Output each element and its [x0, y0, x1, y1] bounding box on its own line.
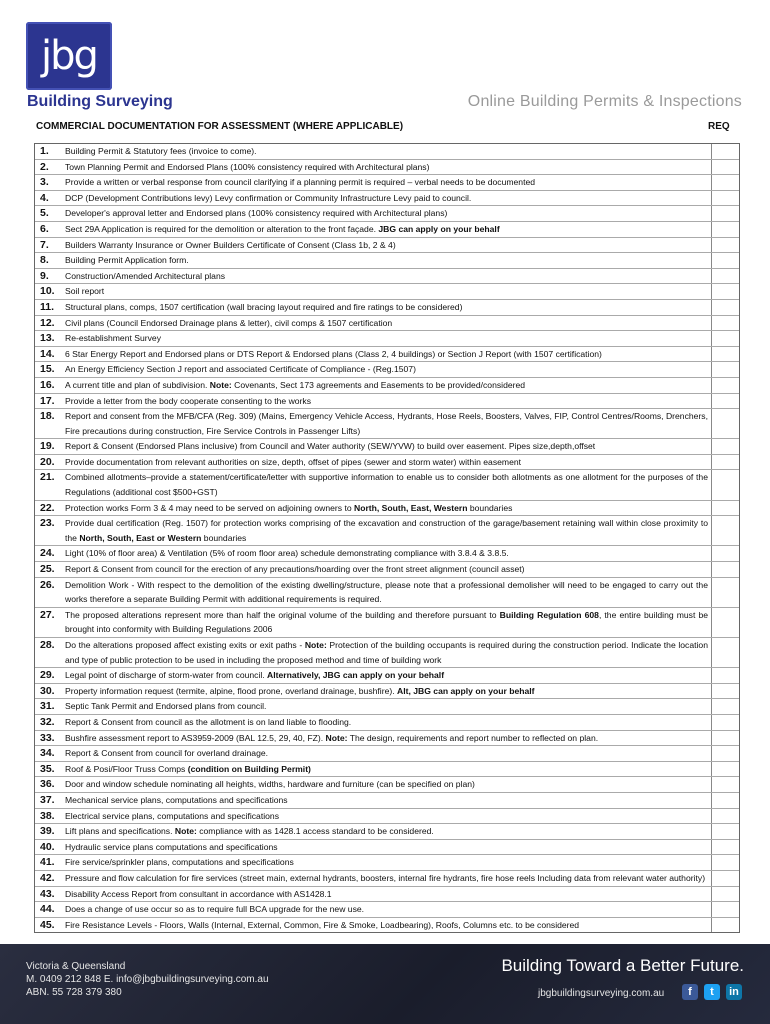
- req-checkbox[interactable]: [712, 638, 739, 667]
- item-number: 1.: [40, 145, 49, 157]
- item-text: Demolition Work - With respect to the demolition of the existing dwelling/structure, please note that a professional demolisher will need to be engaged to carry out the works therefore a separate Building Permit with additional requirements is required.: [63, 578, 712, 607]
- item-number: 33.: [40, 731, 55, 744]
- checklist-row: [35, 316, 739, 332]
- item-text: Protection works Form 3 & 4 may need to be served on adjoining owners to North, South, East, Western boundaries: [63, 501, 712, 516]
- checklist-row: [35, 578, 739, 608]
- checklist-row: [35, 144, 739, 160]
- item-number: 44.: [40, 903, 55, 916]
- item-text: Lift plans and specifications. Note: compliance with as 1428.1 access standard to be considered.: [63, 824, 712, 839]
- item-text: 6 Star Energy Report and Endorsed plans or DTS Report & Endorsed plans (Class 2, 4 buildings) or Section J Report (with 1507 certification): [63, 347, 712, 362]
- req-checkbox[interactable]: [712, 824, 739, 839]
- item-text: Legal point of discharge of storm-water from council. Alternatively, JBG can apply on your behalf: [63, 668, 712, 683]
- footer-region: Victoria & Queensland: [26, 961, 126, 972]
- req-checkbox[interactable]: [712, 777, 739, 792]
- item-number: 26.: [40, 578, 55, 591]
- req-checkbox[interactable]: [712, 546, 739, 561]
- req-checkbox[interactable]: [712, 902, 739, 917]
- item-number: 28.: [40, 639, 55, 651]
- checklist-row: [35, 699, 739, 715]
- item-number: 17.: [40, 394, 55, 407]
- checklist-row: [35, 684, 739, 700]
- brand-name: Building Surveying: [27, 93, 173, 110]
- req-checkbox[interactable]: [712, 455, 739, 470]
- checklist-row: [35, 238, 739, 254]
- item-text: Building Permit Application form.: [63, 253, 712, 268]
- tagline: Online Building Permits & Inspections: [467, 93, 742, 110]
- item-number: 27.: [40, 608, 55, 621]
- item-text: Bushfire assessment report to AS3959-2009 (BAL 12.5, 29, 40, FZ). Note: The design, requirements and report number to reflected on plan.: [63, 731, 712, 746]
- footer-abn: ABN. 55 728 379 380: [26, 987, 122, 998]
- req-checkbox[interactable]: [712, 331, 739, 346]
- item-number: 32.: [40, 715, 55, 728]
- checklist-row: [35, 668, 739, 684]
- checklist-row: [35, 253, 739, 269]
- item-text: Report & Consent from council for the erection of any precautions/hoarding over the front street alignment (council asset): [63, 562, 712, 577]
- checklist-row: [35, 394, 739, 410]
- req-checkbox[interactable]: [712, 409, 739, 438]
- checklist-row: [35, 918, 739, 933]
- checklist-row: [35, 731, 739, 747]
- req-checkbox[interactable]: [712, 793, 739, 808]
- checklist-row: [35, 160, 739, 176]
- item-text: Does a change of use occur so as to require full BCA upgrade for the new use.: [63, 902, 712, 917]
- req-checkbox[interactable]: [712, 871, 739, 886]
- checklist-row: [35, 902, 739, 918]
- req-checkbox[interactable]: [712, 347, 739, 362]
- item-text: Building Permit & Statutory fees (invoice to come).: [63, 144, 712, 159]
- item-number: 25.: [40, 563, 55, 576]
- item-number: 14.: [40, 347, 55, 360]
- req-checkbox[interactable]: [712, 608, 739, 637]
- checklist-row: [35, 347, 739, 363]
- req-checkbox[interactable]: [712, 175, 739, 190]
- item-text: Hydraulic service plans computations and specifications: [63, 840, 712, 855]
- checklist-row: [35, 331, 739, 347]
- item-number: 11.: [40, 300, 55, 313]
- item-number: 2.: [40, 160, 49, 173]
- item-number: 12.: [40, 316, 55, 329]
- checklist-row: [35, 191, 739, 207]
- item-text: Builders Warranty Insurance or Owner Builders Certificate of Consent (Class 1b, 2 & 4): [63, 238, 712, 253]
- checklist-row: [35, 546, 739, 562]
- req-checkbox[interactable]: [712, 684, 739, 699]
- req-checkbox[interactable]: [712, 439, 739, 454]
- item-number: 19.: [40, 440, 55, 453]
- item-number: 29.: [40, 669, 55, 682]
- item-number: 15.: [40, 363, 55, 376]
- checklist-row: [35, 840, 739, 856]
- item-text: Property information request (termite, alpine, flood prone, overland drainage, bushfire). Alt, JBG can apply on your behalf: [63, 684, 712, 699]
- item-text: Sect 29A Application is required for the demolition or alteration to the front façade. JBG can apply on your behalf: [63, 222, 712, 237]
- linkedin-icon[interactable]: in: [726, 984, 742, 1000]
- item-text: Report & Consent (Endorsed Plans inclusive) from Council and Water authority (SEW/YVW) to build over easement. Pipes size,depth,offset: [63, 439, 712, 454]
- checklist-row: [35, 638, 739, 668]
- item-text: Provide dual certification (Reg. 1507) for protection works comprising of the excavation and construction of the garage/basement retaining wall within close proximity to the North, South, East or Western boundaries: [63, 516, 712, 545]
- req-checkbox[interactable]: [712, 746, 739, 761]
- item-number: 10.: [40, 285, 55, 298]
- checklist-row: [35, 470, 739, 500]
- checklist-row: [35, 777, 739, 793]
- item-number: 18.: [40, 410, 55, 423]
- req-checkbox[interactable]: [712, 715, 739, 730]
- checklist-row: [35, 362, 739, 378]
- item-number: 21.: [40, 471, 55, 484]
- item-text: Electrical service plans, computations and specifications: [63, 809, 712, 824]
- item-text: Septic Tank Permit and Endorsed plans from council.: [63, 699, 712, 714]
- item-text: An Energy Efficiency Section J report and associated Certificate of Compliance - (Reg.1507): [63, 362, 712, 377]
- req-checkbox[interactable]: [712, 470, 739, 499]
- req-checkbox[interactable]: [712, 840, 739, 855]
- checklist-row: [35, 562, 739, 578]
- item-number: 7.: [40, 238, 49, 251]
- item-number: 22.: [40, 501, 55, 514]
- checklist-row: [35, 516, 739, 546]
- item-number: 6.: [40, 222, 49, 235]
- item-number: 31.: [40, 700, 55, 713]
- req-checkbox[interactable]: [712, 699, 739, 714]
- footer-website-link[interactable]: jbgbuildingsurveying.com.au: [538, 988, 665, 999]
- req-checkbox[interactable]: [712, 269, 739, 284]
- req-checkbox[interactable]: [712, 362, 739, 377]
- req-checkbox[interactable]: [712, 206, 739, 221]
- req-checkbox[interactable]: [712, 191, 739, 206]
- item-text: Disability Access Report from consultant in accordance with AS1428.1: [63, 887, 712, 902]
- checklist-row: [35, 175, 739, 191]
- item-text: Civil plans (Council Endorsed Drainage plans & letter), civil comps & 1507 certification: [63, 316, 712, 331]
- req-checkbox[interactable]: [712, 562, 739, 577]
- checklist-row: [35, 824, 739, 840]
- checklist-row: [35, 284, 739, 300]
- checklist-row: [35, 793, 739, 809]
- checklist-row: [35, 378, 739, 394]
- req-checkbox[interactable]: [712, 253, 739, 268]
- checklist-row: [35, 300, 739, 316]
- twitter-icon[interactable]: t: [704, 984, 720, 1000]
- item-text: Combined allotments–provide a statement/certificate/letter with supportive information to enable us to consider both allotments as one allotment for the purposes of the Regulations (additional cost $500+GST): [63, 470, 712, 499]
- item-number: 23.: [40, 517, 55, 530]
- req-checkbox[interactable]: [712, 300, 739, 315]
- item-number: 5.: [40, 207, 49, 220]
- item-text: Provide a written or verbal response from council clarifying if a planning permit is required – verbal needs to be documented: [63, 175, 712, 190]
- item-text: DCP (Development Contributions levy) Levy confirmation or Community Infrastructure Levy paid to council.: [63, 191, 712, 206]
- checklist-row: [35, 409, 739, 439]
- item-text: Soil report: [63, 284, 712, 299]
- item-text: Construction/Amended Architectural plans: [63, 269, 712, 284]
- checklist-row: [35, 762, 739, 778]
- item-text: Structural plans, comps, 1507 certification (wall bracing layout required and fire ratings to be considered): [63, 300, 712, 315]
- req-checkbox[interactable]: [712, 855, 739, 870]
- item-text: Do the alterations proposed affect existing exits or exit paths - Note: Protection of the building occupants is required during the construction period. Indicate the location and type of public protection to be used in including the proposed method and time of building work: [63, 638, 712, 667]
- item-text: Provide a letter from the body cooperate consenting to the works: [63, 394, 712, 409]
- req-checkbox[interactable]: [712, 222, 739, 237]
- item-text: Provide documentation from relevant authorities on size, depth, offset of pipes (sewer and storm water) within easement: [63, 455, 712, 470]
- req-checkbox[interactable]: [712, 394, 739, 409]
- item-number: 20.: [40, 455, 55, 468]
- checklist-row: [35, 809, 739, 825]
- req-checkbox[interactable]: [712, 578, 739, 607]
- req-checkbox[interactable]: [712, 238, 739, 253]
- item-number: 45.: [40, 918, 55, 931]
- item-text: Town Planning Permit and Endorsed Plans (100% consistency required with Architectural plans): [63, 160, 712, 175]
- req-checkbox[interactable]: [712, 918, 739, 933]
- item-number: 4.: [40, 191, 49, 204]
- item-number: 8.: [40, 254, 49, 267]
- footer: [0, 944, 770, 1024]
- item-number: 24.: [40, 547, 55, 560]
- checklist-row: [35, 455, 739, 471]
- item-text: A current title and plan of subdivision. Note: Covenants, Sect 173 agreements and Easements to be provided/considered: [63, 378, 712, 393]
- facebook-icon[interactable]: f: [682, 984, 698, 1000]
- item-number: 37.: [40, 793, 55, 806]
- footer-contact: M. 0409 212 848 E. info@jbgbuildingsurveying.com.au: [26, 974, 269, 985]
- item-text: Pressure and flow calculation for fire services (street main, external hydrants, boosters, internal fire hydrants, fire hose reels Including data from relevant water authority): [63, 871, 712, 886]
- checklist-row: [35, 269, 739, 285]
- req-checkbox[interactable]: [712, 516, 739, 545]
- item-number: 43.: [40, 887, 55, 900]
- req-checkbox[interactable]: [712, 316, 739, 331]
- logo-text: jbg: [41, 33, 97, 79]
- item-text: Developer's approval letter and Endorsed plans (100% consistency required with Architectural plans): [63, 206, 712, 221]
- footer-slogan: Building Toward a Better Future.: [501, 956, 744, 975]
- item-number: 30.: [40, 684, 55, 697]
- item-text: Report and consent from the MFB/CFA (Reg. 309) (Mains, Emergency Vehicle Access, Hydrants, Hose Reels, Boosters, Valves, FIP, Control Centres/Rooms, Drenchers, Fire precautions during construction, Fire Service Controls in Passenger Lifts): [63, 409, 712, 438]
- checklist-row: [35, 746, 739, 762]
- item-text: The proposed alterations represent more than half the original volume of the building and therefore pursuant to Building Regulation 608, the entire building must be brought into conformity with Building Regulations 2006: [63, 608, 712, 637]
- item-text: Report & Consent from council as the allotment is on land liable to flooding.: [63, 715, 712, 730]
- checklist-row: [35, 439, 739, 455]
- checklist-row: [35, 887, 739, 903]
- item-number: 3.: [40, 176, 49, 189]
- item-text: Report & Consent from council for overland drainage.: [63, 746, 712, 761]
- company-logo: [26, 22, 112, 90]
- item-number: 34.: [40, 747, 55, 760]
- checklist-row: [35, 501, 739, 517]
- section-title: COMMERCIAL DOCUMENTATION FOR ASSESSMENT (WHERE APPLICABLE): [36, 121, 404, 132]
- item-number: 16.: [40, 378, 55, 391]
- item-number: 41.: [40, 856, 55, 869]
- footer-contact-block: [26, 960, 269, 999]
- item-text: Fire service/sprinkler plans, computations and specifications: [63, 855, 712, 870]
- req-column-header: REQ: [708, 121, 730, 132]
- checklist-row: [35, 871, 739, 887]
- req-checkbox[interactable]: [712, 809, 739, 824]
- checklist-row: [35, 855, 739, 871]
- item-text: Door and window schedule nominating all heights, widths, hardware and furniture (can be specified on plan): [63, 777, 712, 792]
- item-number: 35.: [40, 762, 55, 775]
- req-checkbox[interactable]: [712, 284, 739, 299]
- item-text: Fire Resistance Levels - Floors, Walls (Internal, External, Common, Fire & Smoke, Loadbearing), Roofs, Columns etc. to be considered: [63, 918, 712, 933]
- req-checkbox[interactable]: [712, 668, 739, 683]
- req-checkbox[interactable]: [712, 762, 739, 777]
- req-checkbox[interactable]: [712, 160, 739, 175]
- checklist-table: [34, 143, 740, 933]
- req-checkbox[interactable]: [712, 378, 739, 393]
- item-text: Re-establishment Survey: [63, 331, 712, 346]
- checklist-row: [35, 206, 739, 222]
- checklist-row: [35, 222, 739, 238]
- req-checkbox[interactable]: [712, 144, 739, 159]
- checklist-row: [35, 608, 739, 638]
- item-number: 40.: [40, 840, 55, 853]
- item-text: Light (10% of floor area) & Ventilation (5% of room floor area) schedule demonstrating compliance with 3.8.4 & 3.8.5.: [63, 546, 712, 561]
- item-number: 9.: [40, 269, 49, 282]
- item-number: 13.: [40, 332, 55, 345]
- item-text: Mechanical service plans, computations and specifications: [63, 793, 712, 808]
- req-checkbox[interactable]: [712, 887, 739, 902]
- item-number: 39.: [40, 825, 55, 838]
- item-number: 38.: [40, 809, 55, 822]
- item-number: 36.: [40, 778, 55, 791]
- req-checkbox[interactable]: [712, 501, 739, 516]
- req-checkbox[interactable]: [712, 731, 739, 746]
- item-number: 42.: [40, 871, 55, 884]
- item-text: Roof & Posi/Floor Truss Comps (condition on Building Permit): [63, 762, 712, 777]
- checklist-row: [35, 715, 739, 731]
